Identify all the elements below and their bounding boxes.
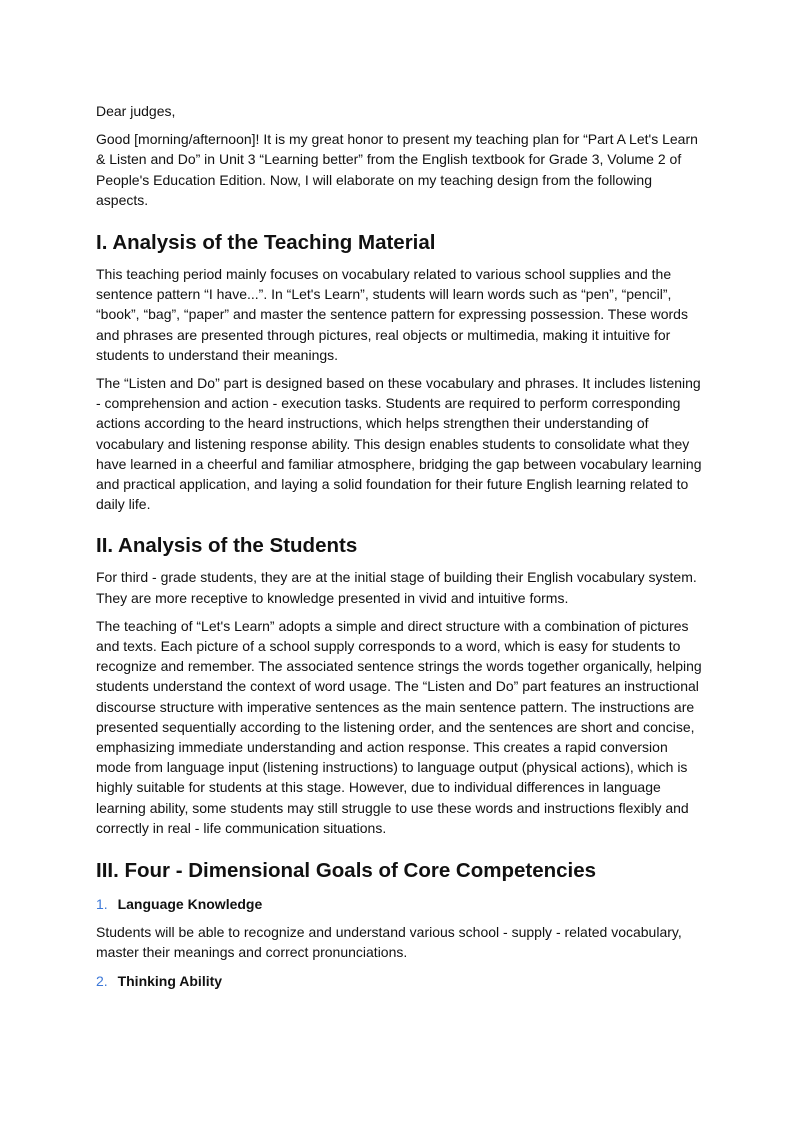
material-paragraph-2: The “Listen and Do” part is designed based on these vocabulary and phrases. It includes listening - comprehension and action - execution tasks. Students are required to perform corresponding actions according to the heard instructions, which helps strengthen their understanding of vocabulary and listening response ability. This design enables students to consolidate what they have learned in a cheerful and familiar atmosphere, bridging the gap between vocabulary learning and practical application, and laying a solid foundation for their future English learning related to daily life. [96, 375, 702, 513]
list-item [96, 971, 706, 991]
list-item [96, 894, 706, 914]
goal-paragraph: Students will be able to recognize and understand various school - supply - related vocabulary, master their meanings and correct pronunciations. [96, 924, 682, 961]
material-paragraph-1: This teaching period mainly focuses on vocabulary related to various school supplies and the sentence pattern “I have...”. In “Let's Learn”, students will learn words such as “pen”, “pencil”, “book”, “bag”, “paper” and master the sentence pattern for expressing possession. These words and phrases are presented through pictures, real objects or multimedia, making it intuitive for students to understand their meanings. [96, 266, 688, 363]
section-heading-goals: III. Four - Dimensional Goals of Core Competencies [96, 859, 597, 883]
section-heading-students: II. Analysis of the Students [96, 534, 358, 558]
section-heading-material: I. Analysis of the Teaching Material [96, 231, 436, 255]
students-paragraph-1: For third - grade students, they are at the initial stage of building their English vocabulary system. They are more receptive to knowledge presented in vivid and intuitive forms. [96, 569, 697, 606]
list-number: 1. [96, 896, 108, 913]
list-label: Language Knowledge [117, 896, 263, 913]
document-page [96, 101, 706, 999]
list-label: Thinking Ability [117, 972, 223, 989]
students-paragraph-2: The teaching of “Let's Learn” adopts a simple and direct structure with a combination of pictures and texts. Each picture of a school supply corresponds to a word, which is easy for students to recognize and remember. The associated sentence strings the words together organically, helping students understand the context of word usage. The “Listen and Do” part features an instructional discourse structure with imperative sentences as the main sentence pattern. The instructions are presented sequentially according to the listening order, and the sentences are short and concise, emphasizing immediate understanding and action response. This creates a rapid conversion mode from language input (listening instructions) to language output (physical actions), which is highly suitable for students at this stage. However, due to individual differences in language learning ability, some students may still struggle to use these words and instructions flexibly and correctly in real - life communication situations. [96, 617, 702, 836]
intro-paragraph: Good [morning/afternoon]! It is my great honor to present my teaching plan for “Part A Let's Learn & Listen and Do” in Unit 3 “Learning better” from the English textbook for Grade 3, Volume 2 of People's Education Edition. Now, I will elaborate on my teaching design from the following aspects. [96, 131, 698, 208]
list-number: 2. [96, 972, 108, 989]
salutation: Dear judges, [96, 103, 176, 119]
